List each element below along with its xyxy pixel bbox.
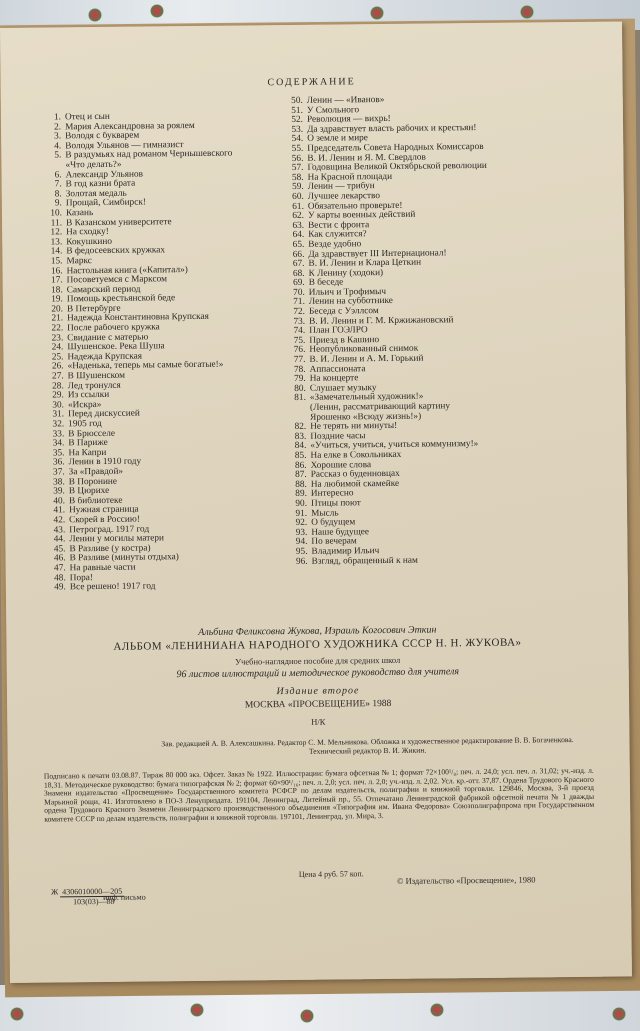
entry-number: 61.	[292, 201, 304, 212]
entry-title: В Поронине	[68, 476, 118, 487]
entry-title: К Ленину (ходоки)	[308, 267, 384, 279]
entry-number: 75.	[293, 335, 306, 346]
entry-number: 72.	[293, 306, 306, 318]
entry-number: 74.	[293, 326, 306, 337]
entry-number: 45.	[53, 544, 66, 555]
entry-number: 50.	[291, 95, 303, 106]
flower-pattern	[88, 8, 102, 22]
entry-title: Поздние часы	[310, 430, 366, 442]
entry-title: Владимир Ильич	[311, 545, 380, 557]
entry-number: 62.	[292, 210, 305, 222]
entry-title: В Разливе (у костра)	[69, 543, 151, 555]
price: Цена 4 руб. 57 коп.	[298, 869, 364, 879]
entry-number: 10.	[50, 208, 62, 219]
fraction-prefix: Ж	[51, 887, 59, 897]
entry-number: 29.	[52, 390, 64, 401]
entry-title: Володя с букварем	[65, 130, 140, 142]
entry-number: 7.	[54, 179, 62, 190]
entry-title: На Капри	[68, 447, 107, 459]
entry-title: В. И. Ленин и Клара Цеткин	[308, 257, 422, 269]
entry-title: В. И. Ленин и Я. М. Свердлов	[307, 152, 426, 164]
entry-number: 90.	[295, 498, 308, 509]
entry-number: 38.	[53, 476, 65, 488]
entry-title: О земле и мире	[307, 133, 368, 145]
entry-title: Ленин у могилы матери	[69, 533, 165, 545]
entry-number: 33.	[52, 428, 65, 440]
entry-title: На елке в Сокольниках	[310, 449, 402, 461]
entry-title: Годовщина Великой Октябрьской революции	[307, 161, 487, 173]
entry-number: 3.	[54, 131, 62, 142]
imprint-editors: Зав. редакцией А. В. Алексашкина. Редактор С. М. Мельникова. Обложка и художественное редактирование В. В. Богаченкова. Технический редактор В. И. Жикин.	[161, 735, 574, 756]
entry-number: 92.	[295, 517, 308, 529]
entry-title: После рабочего кружка	[67, 322, 160, 334]
entry-number: 2.	[54, 121, 62, 133]
entry-title: В Париже	[68, 438, 108, 449]
entry-number: 42.	[53, 515, 66, 526]
entry-number: 9.	[54, 198, 62, 209]
entry-number: 87.	[295, 469, 307, 481]
entry-number: 91.	[295, 508, 308, 519]
entry-title: Беседа с Уэллсом	[308, 306, 379, 317]
entry-title: Ярошенко «Всюду жизнь!»)	[310, 411, 422, 423]
entry-number: 82.	[294, 422, 307, 433]
entry-title: В год казни брата	[65, 178, 136, 190]
entry-title: Аппассионата	[309, 363, 366, 375]
entry-number: 28.	[52, 380, 64, 392]
entry-title: Надежда Крупская	[67, 351, 143, 363]
entry-number: 16.	[50, 265, 63, 276]
entry-title: Свидание с матерью	[67, 332, 149, 343]
entry-number: 14.	[50, 246, 63, 257]
entry-number: 66.	[292, 249, 305, 260]
entry-number: 34.	[52, 438, 65, 449]
entry-number: 83.	[294, 431, 307, 442]
entry-number: 77.	[293, 354, 306, 365]
entry-number: 85.	[294, 450, 307, 461]
entry-number: 26.	[51, 361, 64, 372]
entry-title: 1905 год	[68, 418, 102, 430]
entry-number: 89.	[295, 489, 307, 500]
entry-number: 22.	[51, 323, 64, 334]
entry-number: 58.	[291, 172, 304, 183]
entry-title: «Искра»	[67, 399, 102, 411]
entry-title: В. И. Ленин и Г. М. Кржижановский	[309, 314, 454, 327]
contents-column-left	[41, 111, 286, 593]
entry-title: На Красной площади	[307, 171, 393, 183]
entry-title: Скорей в Россию!	[69, 514, 140, 526]
entry-number: 19.	[51, 294, 63, 305]
album-title: АЛЬБОМ «ЛЕНИНИАНА НАРОДНОГО ХУДОЖНИКА СССР Н. Н. ЖУКОВА»	[113, 636, 522, 653]
entry-title: Обязательно проверьте!	[307, 200, 403, 212]
entry-number: 5.	[54, 150, 62, 161]
entry-number: 1.	[53, 112, 61, 123]
entry-number: 37.	[52, 467, 65, 478]
entry-title: Кокушкино	[66, 236, 112, 248]
entry-title: Везде удобно	[308, 239, 362, 250]
entry-title: Надежда Константиновна Крупская	[67, 312, 209, 324]
entry-title: Перед дискуссией	[68, 408, 140, 420]
entry-title: В раздумьях над романом Чернышевского	[65, 149, 233, 161]
entry-number: 25.	[51, 352, 64, 363]
entry-number: 31.	[52, 409, 65, 420]
entry-number: 27.	[51, 371, 64, 382]
entry-title: На любимой скамейке	[310, 478, 400, 490]
flower-pattern	[612, 1007, 626, 1021]
entry-title: «Наденька, теперь мы самые богатые!»	[67, 360, 224, 372]
entry-title: Володя Ульянов — гимназист	[65, 139, 184, 152]
entry-number: 20.	[51, 304, 64, 315]
entry-title: Ленин в 1910 году	[68, 456, 142, 468]
entry-title: За «Правдой»	[68, 466, 124, 478]
entry-title: Рассказ о буденновцах	[310, 468, 400, 480]
entry-title: Лучшее лекарство	[307, 190, 381, 202]
entry-title: Мысль	[311, 508, 339, 519]
entry-title: Пора!	[69, 572, 94, 583]
entry-number: 52.	[291, 115, 304, 126]
entry-title: Ильич и Трофимыч	[308, 286, 387, 298]
entry-title: Приезд в Кашино	[309, 334, 380, 346]
entry-title: Ленин — трибун	[307, 181, 375, 193]
entry-number: 11.	[50, 217, 63, 229]
entry-number: 79.	[294, 374, 306, 385]
flower-pattern	[370, 6, 384, 20]
entry-title: Неопубликованный снимок	[309, 344, 419, 356]
entry-number: 24.	[51, 342, 64, 353]
entry-number	[286, 404, 310, 414]
entry-number: 36.	[52, 457, 65, 468]
entry-number: 49.	[54, 582, 66, 593]
entry-number: 8.	[54, 189, 62, 200]
fraction-label: инф. письмо	[103, 892, 146, 902]
entry-title: Интересно	[310, 488, 354, 500]
entry-title: Петроград. 1917 год	[69, 523, 150, 535]
entry-number: 12.	[50, 227, 63, 238]
entry-number: 93.	[295, 527, 308, 538]
entry-title: В Цюрихе	[68, 486, 110, 497]
entry-number: 4.	[54, 141, 62, 152]
entry-number: 96.	[295, 556, 308, 567]
entry-number: 65.	[292, 239, 305, 250]
entry-number: 55.	[291, 143, 304, 154]
entry-number: 46.	[53, 553, 66, 564]
entry-title: Ленин на субботнике	[308, 296, 393, 308]
entry-title: Наше будущее	[311, 526, 370, 538]
entry-title: Отец и сын	[64, 111, 110, 123]
entry-title: «Замечательный художник!»	[309, 391, 424, 404]
entry-number: 47.	[53, 563, 66, 574]
entry-title: На равные части	[69, 562, 136, 574]
flower-pattern	[430, 1003, 444, 1017]
entry-title: По вечерам	[311, 536, 357, 548]
entry-number: 63.	[292, 220, 305, 231]
entry-title: Птицы поют	[310, 498, 361, 509]
hk-mark: Н/К	[311, 716, 326, 727]
entry-number: 73.	[293, 316, 306, 327]
entry-title: Взгляд, обращенный к нам	[311, 555, 418, 567]
entry-number: 21.	[51, 313, 64, 324]
entry-title: В Шушенском	[67, 370, 126, 382]
entry-title: Прощай, Симбирск!	[65, 197, 146, 209]
entry-title: В Казанском университете	[66, 216, 172, 228]
copyright: © Издательство «Просвещение», 1980	[396, 874, 536, 886]
contents-entry	[288, 554, 588, 567]
entry-title: Самарский период	[66, 284, 141, 296]
entry-number: 44.	[53, 534, 66, 545]
entry-number: 35.	[52, 448, 65, 459]
entry-number: 30.	[52, 400, 65, 411]
entry-title: Маркс	[66, 255, 92, 267]
imprint-body: Подписано к печати 03.08.87. Тираж 80 000 экз. Офсет. Заказ № 1922. Иллюстрации: бумага офсетная № 1; формат 72×100¹/₈; печ. л. 24,0; усл. печ. л. 31,02; уч.-изд. л. 18,31. Методическое руководство: бумага типографская № 2; формат 60×90¹/₁₆; печ. л. 2,0; усл. печ. л. 2,0; уч.-изд. л. 2,02. Усл. кр.-отт. 37,87. Ордена Трудового Красного Знамени издательство «Просвещение» Государственного комитета РСФСР по делам издательств, полиграфии и книжной торговли. 129846, Москва, 3-й проезд Марьиной рощи, 41. Изготовлено в ПО-3 Ленуприздата. 191104, Ленинград, Литейный пр., 55. Отпечатано Ленинградской фабрикой офсетной печати № 1 дважды ордена Трудового Красного Знамени Ленинградского производственного объединения «Типография им. Ивана Федорова» Союзполиграфпрома при Государственном комитете СССР по делам издательств, полиграфии и книжной торговли. 197101, Ленинград, ул. Мира, 3.	[43, 765, 595, 824]
entry-number: 81.	[294, 393, 306, 404]
entry-number: 56.	[291, 153, 304, 164]
entry-title: Революция — вихрь!	[306, 114, 391, 125]
entry-title: Не терять ни минуты!	[310, 421, 398, 432]
entry-number: 13.	[50, 237, 63, 248]
entry-number: 80.	[294, 383, 306, 394]
entry-title: Как служится?	[308, 229, 367, 241]
entry-number: 40.	[53, 496, 66, 507]
entry-title: «Учиться, учиться, учиться коммунизму!»	[310, 439, 479, 452]
authors: Альбина Феликсовна Жукова, Израиль Когосович Эткин	[198, 624, 437, 638]
entry-title: В Брюсселе	[68, 428, 116, 439]
fraction-bottom: 103(03)—88	[73, 896, 115, 907]
entry-title: Ленин — «Иванов»	[306, 94, 385, 106]
entry-number: 71.	[293, 297, 305, 308]
entry-title: Казань	[65, 207, 94, 219]
entry-number: 94.	[295, 537, 308, 548]
entry-number: 32.	[52, 419, 65, 430]
flower-pattern	[190, 1003, 204, 1017]
entry-number: 57.	[291, 162, 304, 174]
entry-number: 69.	[293, 278, 305, 289]
entry-number: 39.	[53, 486, 65, 497]
entry-title: Да здравствует власть рабочих и крестьян!	[307, 122, 477, 135]
entry-number: 43.	[53, 524, 66, 535]
entry-number: 53.	[291, 124, 304, 135]
entry-title: Вести с фронта	[308, 219, 370, 231]
entry-number: 95.	[295, 546, 308, 557]
entry-title: (Ленин, рассматривающий картину	[309, 401, 451, 413]
entry-title: У Смольного	[306, 104, 360, 116]
entry-number: 86.	[294, 460, 307, 471]
city-publisher: МОСКВА «ПРОСВЕЩЕНИЕ» 1988	[244, 698, 392, 711]
entry-title: Хорошие слова	[310, 459, 372, 471]
entry-number: 67.	[292, 258, 305, 270]
contents-entry	[46, 581, 286, 593]
entry-title: Слушает музыку	[309, 382, 377, 394]
entry-title: Из ссылки	[67, 390, 110, 401]
entry-number: 60.	[292, 191, 304, 202]
flower-pattern	[150, 4, 164, 18]
entry-number: 88.	[295, 479, 307, 490]
entry-title: Шушенское. Река Шуша	[67, 341, 165, 353]
flower-pattern	[520, 5, 534, 19]
entry-title: Да здравствует III Интернационал!	[308, 247, 447, 260]
entry-title: В библиотеке	[68, 495, 123, 507]
entry-title: В федосеевских кружках	[66, 245, 166, 257]
entry-number: 41.	[53, 505, 66, 516]
entry-number: 64.	[292, 230, 305, 241]
entry-number: 51.	[291, 105, 303, 116]
entry-number: 15.	[50, 256, 63, 267]
entry-title: Лед тронулся	[67, 380, 121, 391]
contents-title: СОДЕРЖАНИЕ	[267, 76, 356, 89]
contents-column-right	[283, 94, 588, 567]
fraction-top: 4306010000—205	[60, 887, 124, 898]
entry-title: Золотая медаль	[65, 188, 127, 200]
entry-number: 48.	[54, 572, 66, 583]
entry-title: На концерте	[309, 373, 359, 384]
entry-title: Помощь крестьянской беде	[66, 293, 176, 305]
entry-number: 68.	[292, 268, 305, 279]
entry-title: Нужная страница	[69, 504, 139, 516]
entry-number: 84.	[294, 441, 307, 452]
entry-number: 78.	[293, 364, 306, 375]
entry-number: 70.	[293, 287, 305, 298]
entry-number: 6.	[54, 169, 62, 180]
printed-page	[0, 21, 632, 982]
edition: Издание второе	[276, 685, 360, 698]
entry-title: Настольная книга («Капитал»)	[66, 264, 188, 276]
entry-title: У карты военных действий	[307, 209, 416, 221]
entry-title: Все решено! 1917 год	[69, 581, 156, 593]
entry-number: 59.	[292, 182, 304, 193]
entry-title: Мария Александровна за роялем	[64, 120, 195, 132]
entry-title: О будущем	[311, 517, 356, 528]
entry-title: В беседе	[308, 277, 344, 289]
entry-number	[41, 161, 65, 171]
entry-title: В Разливе (минуты отдыха)	[69, 552, 179, 564]
flower-pattern	[300, 1009, 314, 1023]
entry-title: Председатель Совета Народных Комиссаров	[307, 141, 484, 154]
entry-number: 18.	[51, 285, 63, 296]
entry-title: В. И. Ленин и А. М. Горький	[309, 353, 424, 365]
entry-number: 23.	[51, 333, 64, 344]
entry-title: Александр Ульянов	[65, 169, 144, 180]
subtitle-school: Учебно-наглядное пособие для средних школ	[235, 654, 401, 667]
entry-number: 76.	[293, 345, 306, 356]
entry-title: План ГОЭЛРО	[309, 325, 368, 337]
entry-number: 17.	[50, 275, 63, 286]
flower-pattern	[10, 1007, 24, 1021]
entry-title: Посоветуемся с Марксом	[66, 274, 167, 286]
entry-title: В Петербурге	[66, 303, 121, 315]
entry-title: На сходку!	[66, 226, 109, 238]
entry-number: 54.	[291, 134, 304, 145]
entry-title: «Что делать?»	[65, 159, 122, 171]
subtitle-contents: 96 листов иллюстраций и методическое руководство для учителя	[176, 666, 460, 681]
